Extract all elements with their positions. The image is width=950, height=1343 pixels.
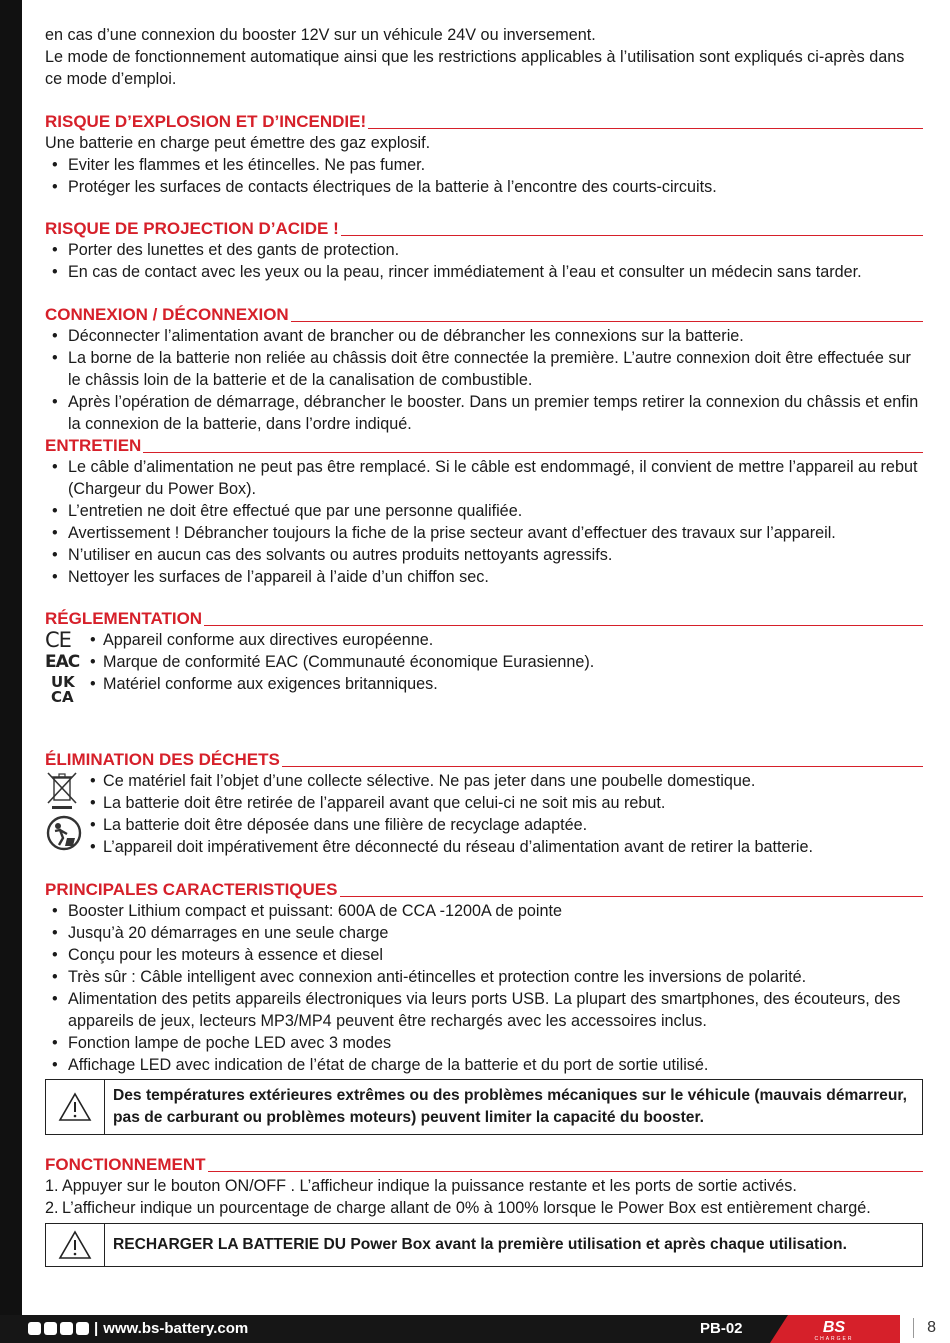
warning-triangle-icon [58,1230,92,1260]
list-item: • Booster Lithium compact et puissant: 600A de CCA -1200A de pointe [45,900,923,922]
list-item: • La borne de la batterie non reliée au châssis doit être connectée la première. L’autre connexion doit être effectuée sur le châssis loin de la batterie et de la canalisation de combustible. [45,347,923,391]
section-heading: FONCTIONNEMENT [45,1154,923,1175]
warning-box [45,1223,923,1267]
footer-separator: | [94,1320,99,1337]
section-acid [45,218,923,283]
list-item: • Ce matériel fait l’objet d’une collecte sélective. Ne pas jeter dans une poubelle domestique. [90,770,813,792]
list-item: • L’appareil doit impérativement être déconnecté du réseau d’alimentation avant de retirer la batterie. [90,836,813,858]
section-heading: RISQUE D’EXPLOSION ET D’INCENDIE! [45,111,923,132]
list-item: • Appareil conforme aux directives européenne. [90,629,594,651]
section-caracteristiques [45,879,923,1135]
list-item: • Nettoyer les surfaces de l’appareil à l’aide d’un chiffon sec. [45,566,923,588]
list-item: • Eviter les flammes et les étincelles. Ne pas fumer. [45,154,923,176]
instagram-icon[interactable] [44,1322,57,1335]
list-item: 2. L’afficheur indique un pourcentage de charge allant de 0% à 100% lorsque le Power Box est entièrement chargé. [45,1199,871,1217]
list-item: • La batterie doit être déposée dans une filière de recyclage adaptée. [90,814,813,836]
intro-line-2: Le mode de fonctionnement automatique ainsi que les restrictions applicables à l’utilisation sont expliqués ci-après dans ce mode d’emploi. [45,48,905,88]
youtube-icon[interactable] [60,1322,73,1335]
section-elimination [45,749,923,858]
facebook-icon[interactable] [28,1322,41,1335]
product-code: PB-02 [700,1320,743,1337]
list-item: • Alimentation des petits appareils électroniques via leurs ports USB. La plupart des smartphones, des écouteurs, des appareils de jeux, lecteurs MP3/MP4 peuvent être rechargés avec les accessoires inclus. [45,988,923,1032]
list-item: 1. Appuyer sur le bouton ON/OFF . L’afficheur indique la puissance restante et les ports de sortie activés. [45,1177,797,1195]
recycle-icon [45,814,83,852]
svg-text:BS: BS [822,1319,846,1336]
section-heading: ÉLIMINATION DES DÉCHETS [45,749,923,770]
section-heading: RISQUE DE PROJECTION D’ACIDE ! [45,218,923,239]
section-explosion [45,111,923,198]
list-item: • La batterie doit être retirée de l’appareil avant que celui-ci ne soit mis au rebut. [90,792,813,814]
page-footer [0,1315,950,1343]
linkedin-icon[interactable] [76,1322,89,1335]
list-item: • Après l’opération de démarrage, débrancher le booster. Dans un premier temps retirer la connexion du châssis et enfin la connexion de la batterie, dans l’ordre indiqué. [45,391,923,435]
section-heading: RÉGLEMENTATION [45,608,923,629]
list-item: • L’entretien ne doit être effectué que par une personne qualifiée. [45,500,923,522]
section-connexion [45,304,923,435]
section-entretien [45,435,923,588]
list-item: • Le câble d’alimentation ne peut pas être remplacé. Si le câble est endommagé, il convient de mettre l’appareil au rebut (Chargeur du Power Box). [45,456,923,500]
list-item: • En cas de contact avec les yeux ou la peau, rincer immédiatement à l’eau et consulter un médecin sans tarder. [45,261,923,283]
section-heading: PRINCIPALES CARACTERISTIQUES [45,879,923,900]
ukca-mark-icon: UK CA [51,673,75,706]
eac-mark-icon: EAC [45,652,80,672]
intro-line-1: en cas d’une connexion du booster 12V sur un véhicule 24V ou inversement. [45,26,596,44]
list-item: • Déconnecter l’alimentation avant de brancher ou de débrancher les connexions sur la batterie. [45,325,923,347]
warning-box [45,1079,923,1135]
list-item: • Très sûr : Câble intelligent avec connexion anti-étincelles et protection contre les inversions de polarité. [45,966,923,988]
warning-text: RECHARGER LA BATTERIE DU Power Box avant la première utilisation et après chaque utilisation. [113,1236,847,1253]
list-item: • Protéger les surfaces de contacts électriques de la batterie à l’encontre des courts-circuits. [45,176,923,198]
website-link[interactable]: www.bs-battery.com [103,1320,249,1337]
list-item: • Conçu pour les moteurs à essence et diesel [45,944,923,966]
list-item: • Marque de conformité EAC (Communauté économique Eurasienne). [90,651,594,673]
section-fonctionnement [45,1154,923,1267]
crossed-bin-icon [45,770,79,810]
svg-text:CHARGER: CHARGER [814,1336,854,1342]
section-heading: CONNEXION / DÉCONNEXION [45,304,923,325]
section-heading: ENTRETIEN [45,435,923,456]
list-item: • Porter des lunettes et des gants de protection. [45,239,923,261]
list-item: • Affichage LED avec indication de l’état de charge de la batterie et du port de sortie utilisé. [45,1054,923,1076]
list-item: • Matériel conforme aux exigences britanniques. [90,673,594,695]
page-number: 8 [927,1319,936,1336]
ce-mark-icon: CE [45,628,71,652]
explosion-text: Une batterie en charge peut émettre des gaz explosif. [45,134,431,152]
document-body [45,24,923,1267]
list-item: • Fonction lampe de poche LED avec 3 modes [45,1032,923,1054]
warning-text: Des températures extérieures extrêmes ou des problèmes mécaniques sur le véhicule (mauvais démarreur, pas de carburant ou problèmes moteurs) peuvent limiter la capacité du booster. [113,1087,907,1126]
bs-logo [770,1315,910,1343]
list-item: • Jusqu’à 20 démarrages en une seule charge [45,922,923,944]
list-item: • Avertissement ! Débrancher toujours la fiche de la prise secteur avant d’effectuer des travaux sur l’appareil. [45,522,923,544]
intro-text [45,24,923,90]
list-item: • N’utiliser en aucun cas des solvants ou autres produits nettoyants agressifs. [45,544,923,566]
left-edge-bar [0,0,22,1343]
warning-triangle-icon [58,1092,92,1122]
section-reglementation [45,608,923,739]
